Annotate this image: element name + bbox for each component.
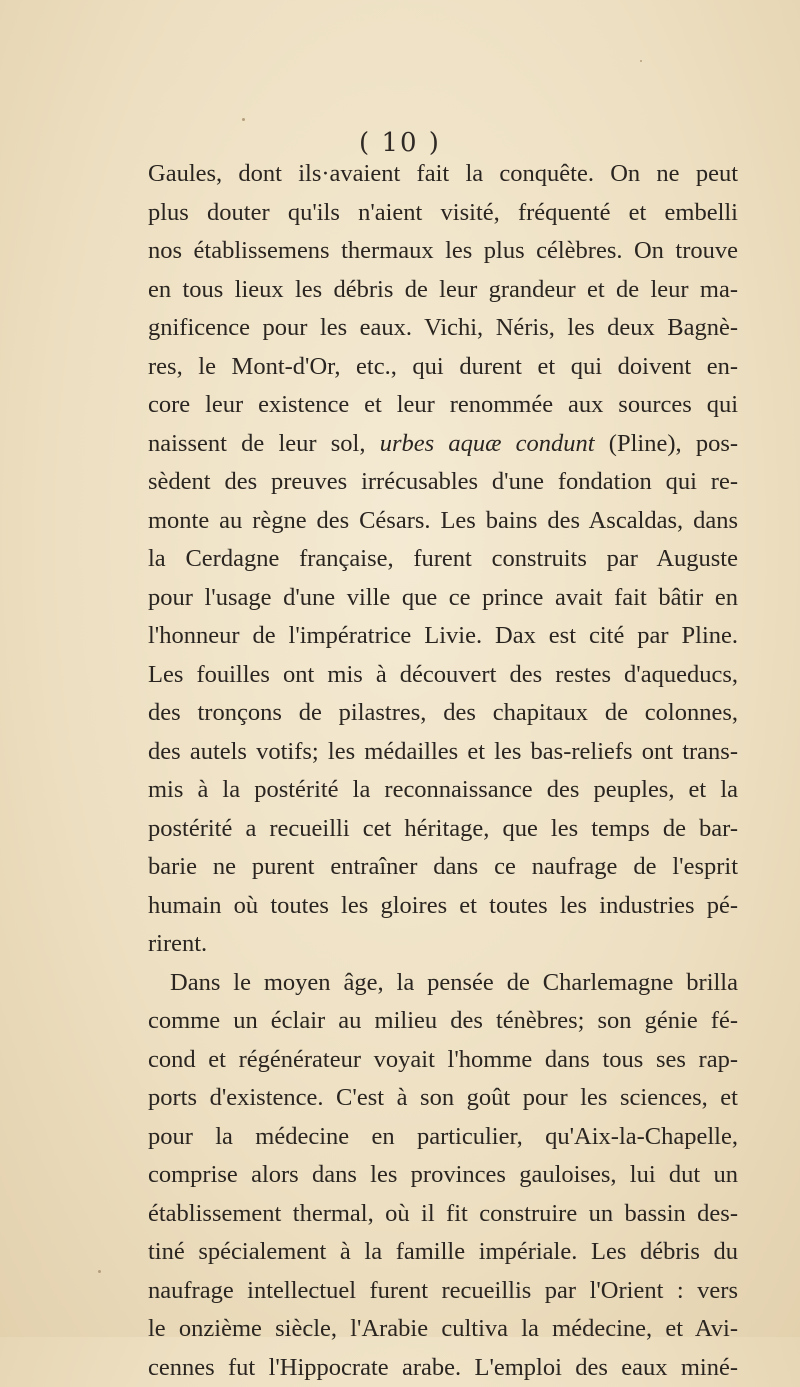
text-line: tiné spécialement à la famille impériale. Les débris du (148, 1233, 738, 1272)
text-line: établissement thermal, où il fit construire un bassin des- (148, 1195, 738, 1234)
text-line: nos établissemens thermaux les plus célèbres. On trouve (148, 232, 738, 271)
text-line: Gaules, dont ils·avaient fait la conquête. On ne peut (148, 155, 738, 194)
text-line: naufrage intellectuel furent recueillis par l'Orient : vers (148, 1272, 738, 1311)
paragraph-start-line: Dans le moyen âge, la pensée de Charlemagne brilla (148, 964, 738, 1003)
text-line: cennes fut l'Hippocrate arabe. L'emploi des eaux miné- (148, 1349, 738, 1387)
text-line: sèdent des preuves irrécusables d'une fondation qui re- (148, 463, 738, 502)
text-line: res, le Mont-d'Or, etc., qui durent et qui doivent en- (148, 348, 738, 387)
body-text (148, 155, 738, 1387)
line-tail: (Pline), pos- (595, 430, 738, 457)
text-line: mis à la postérité la reconnaissance des peuples, et la (148, 771, 738, 810)
text-line: l'honneur de l'impératrice Livie. Dax est cité par Pline. (148, 617, 738, 656)
text-line-with-quote (148, 425, 738, 464)
line-head: naissent de leur sol, (148, 430, 365, 457)
page-number: ( 10 ) (0, 128, 800, 158)
text-line: des tronçons de pilastres, des chapitaux de colonnes, (148, 694, 738, 733)
text-line: gnificence pour les eaux. Vichi, Néris, les deux Bagnè- (148, 309, 738, 348)
text-line: humain où toutes les gloires et toutes les industries pé- (148, 887, 738, 926)
text-line: le onzième siècle, l'Arabie cultiva la médecine, et Avi- (148, 1310, 738, 1349)
text-line: rirent. (148, 925, 738, 964)
text-line: ports d'existence. C'est à son goût pour les sciences, et (148, 1079, 738, 1118)
text-line: pour la médecine en particulier, qu'Aix-la-Chapelle, (148, 1118, 738, 1157)
text-line: cond et régénérateur voyait l'homme dans tous ses rap- (148, 1041, 738, 1080)
text-line: plus douter qu'ils n'aient visité, fréquenté et embelli (148, 194, 738, 233)
paper-speck (640, 60, 642, 62)
text-line: barie ne purent entraîner dans ce naufrage de l'esprit (148, 848, 738, 887)
text-line: comprise alors dans les provinces gauloises, lui dut un (148, 1156, 738, 1195)
text-line: des autels votifs; les médailles et les bas-reliefs ont trans- (148, 733, 738, 772)
text-line: Les fouilles ont mis à découvert des restes d'aqueducs, (148, 656, 738, 695)
text-line: la Cerdagne française, furent construits par Auguste (148, 540, 738, 579)
text-line: comme un éclair au milieu des ténèbres; son génie fé- (148, 1002, 738, 1041)
paper-speck (98, 1270, 101, 1273)
paper-speck (242, 118, 245, 121)
text-line: pour l'usage d'une ville que ce prince avait fait bâtir en (148, 579, 738, 618)
text-line: core leur existence et leur renommée aux sources qui (148, 386, 738, 425)
latin-quote: urbes aquæ condunt (380, 430, 595, 457)
text-line: postérité a recueilli cet héritage, que les temps de bar- (148, 810, 738, 849)
text-line: monte au règne des Césars. Les bains des Ascaldas, dans (148, 502, 738, 541)
text-line: en tous lieux les débris de leur grandeur et de leur ma- (148, 271, 738, 310)
